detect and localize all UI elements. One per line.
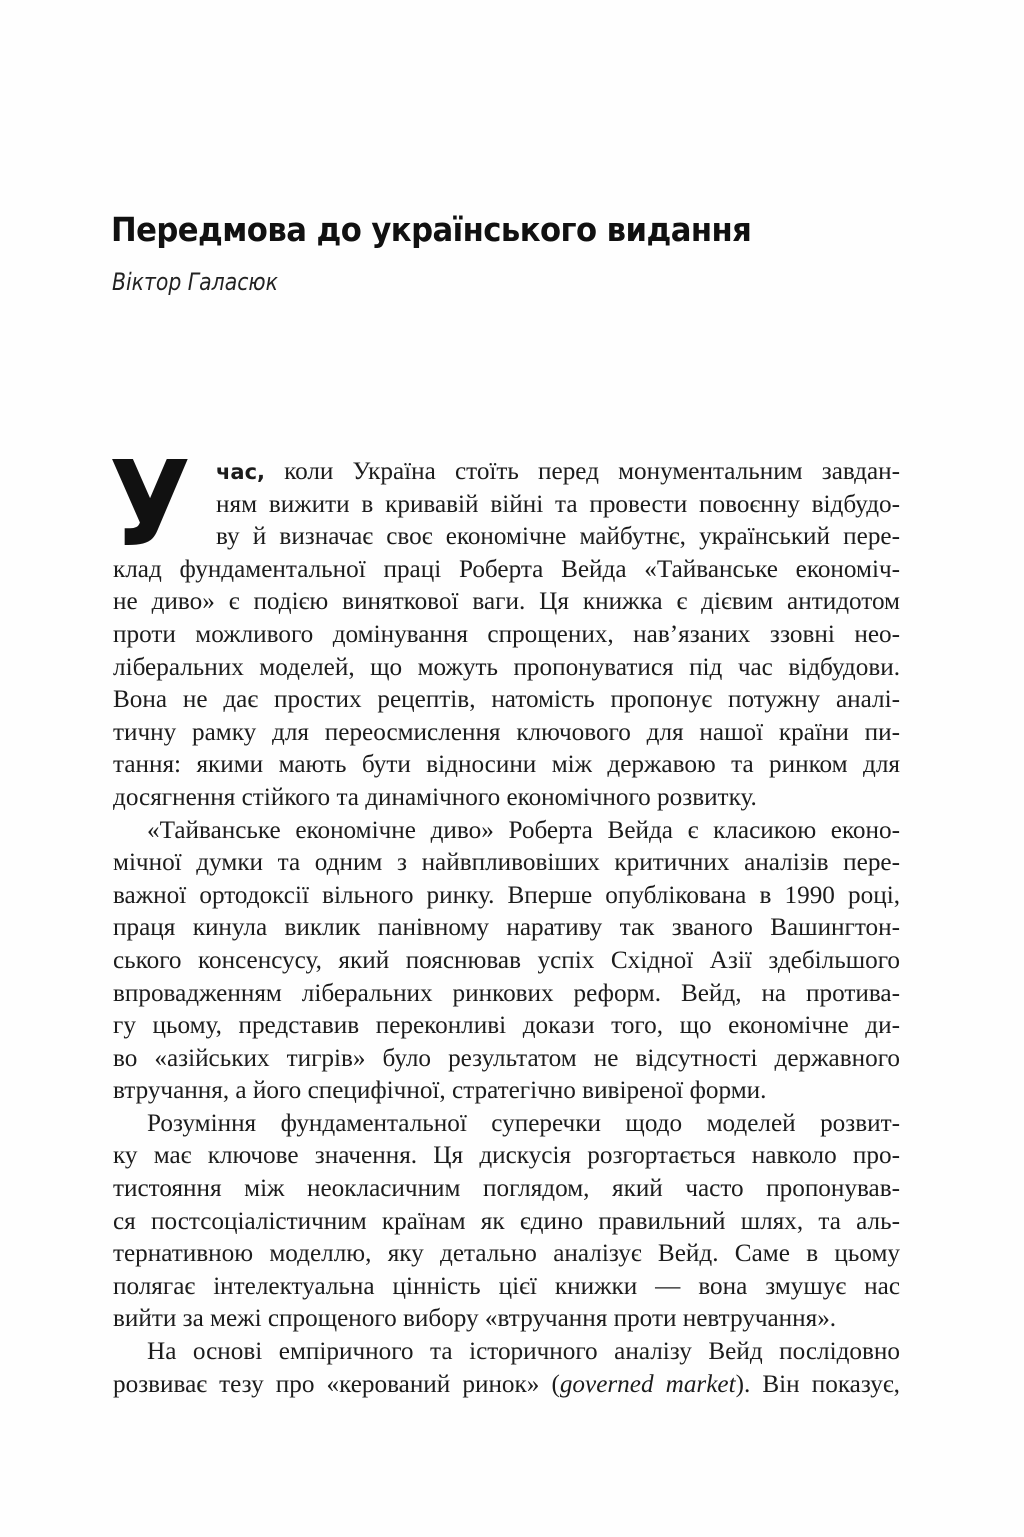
text-line: час, коли Україна стоїть перед монументальним завдан- [216, 458, 900, 485]
text-line: тистояння між неокласичним поглядом, який часто пропонував- [113, 1175, 900, 1203]
text-line: розвиває тезу про «керований ринок» (governed market). Він показує, [113, 1370, 900, 1398]
text-line: ку має ключове значення. Ця дискусія розгортається навколо про- [113, 1142, 900, 1170]
text-line: втручання, а його специфічної, стратегічно вивіреної форми. [113, 1077, 767, 1105]
chapter-author: Віктор Галасюк [112, 268, 278, 296]
text-line: вийти за межі спрощеного вибору «втручання проти невтручання». [113, 1305, 837, 1333]
text-line: На основі емпіричного та історичного аналізу Вейд послідовно [147, 1338, 900, 1366]
text-line: впровадженням ліберальних ринкових реформ. Вейд, на протива- [113, 979, 900, 1007]
text-line: ського консенсусу, який пояснював успіх Східної Азії здебільшого [113, 946, 900, 974]
text-line: досягнення стійкого та динамічного економічного розвитку. [113, 783, 757, 811]
text-line: ся постсоціалістичним країнам як єдино правильний шлях, та аль- [113, 1207, 900, 1235]
text-line: праця кинула виклик панівному наративу так званого Вашингтон- [113, 914, 900, 942]
lead-word: час, [216, 460, 266, 484]
text-line: Розуміння фундаментальної суперечки щодо моделей розвит- [147, 1109, 900, 1137]
text-line: тичну рамку для переосмислення ключового для нашої країни пи- [113, 718, 900, 746]
text-line: ву й визначає своє економічне майбутнє, український пере- [216, 523, 900, 551]
text-line: Вона не дає простих рецептів, натомість пропонує потужну аналі- [113, 686, 900, 714]
drop-cap: У [109, 435, 191, 573]
italic-term: governed market [559, 1370, 736, 1398]
text-line: во «азійських тигрів» було результатом не відсутності державного [113, 1044, 900, 1072]
text-line: мічної думки та одним з найвпливовіших критичних аналізів пере- [113, 849, 900, 877]
text-line: полягає інтелектуальна цінність цієї книжки — вона змушує нас [113, 1272, 900, 1300]
text-line: клад фундаментальної праці Роберта Вейда «Тайванське економіч- [113, 555, 900, 583]
text-line: тання: якими мають бути відносини між державою та ринком для [113, 751, 900, 779]
chapter-title: Передмова до українського видання [111, 210, 752, 249]
text-line: важної ортодоксії вільного ринку. Вперше опублікована в 1990 році, [113, 881, 900, 909]
text-line: тернативною моделлю, яку детально аналізує Вейд. Саме в цьому [113, 1240, 900, 1268]
text-line: ням вижити в кривавій війні та провести повоєнну відбудо- [216, 490, 900, 518]
text-line: «Тайванське економічне диво» Роберта Вейда є класикою еконо- [147, 816, 900, 844]
text-line: проти можливого домінування спрощених, нав’язаних ззовні нео- [113, 620, 900, 648]
text-line: не диво» є подією виняткової ваги. Ця книжка є дієвим антидотом [113, 588, 900, 616]
text-line: гу цьому, представив переконливі докази того, що економічне ди- [113, 1012, 900, 1040]
body-text [109, 435, 900, 1401]
text-line: ліберальних моделей, що можуть пропонуватися під час відбудови. [113, 653, 900, 681]
